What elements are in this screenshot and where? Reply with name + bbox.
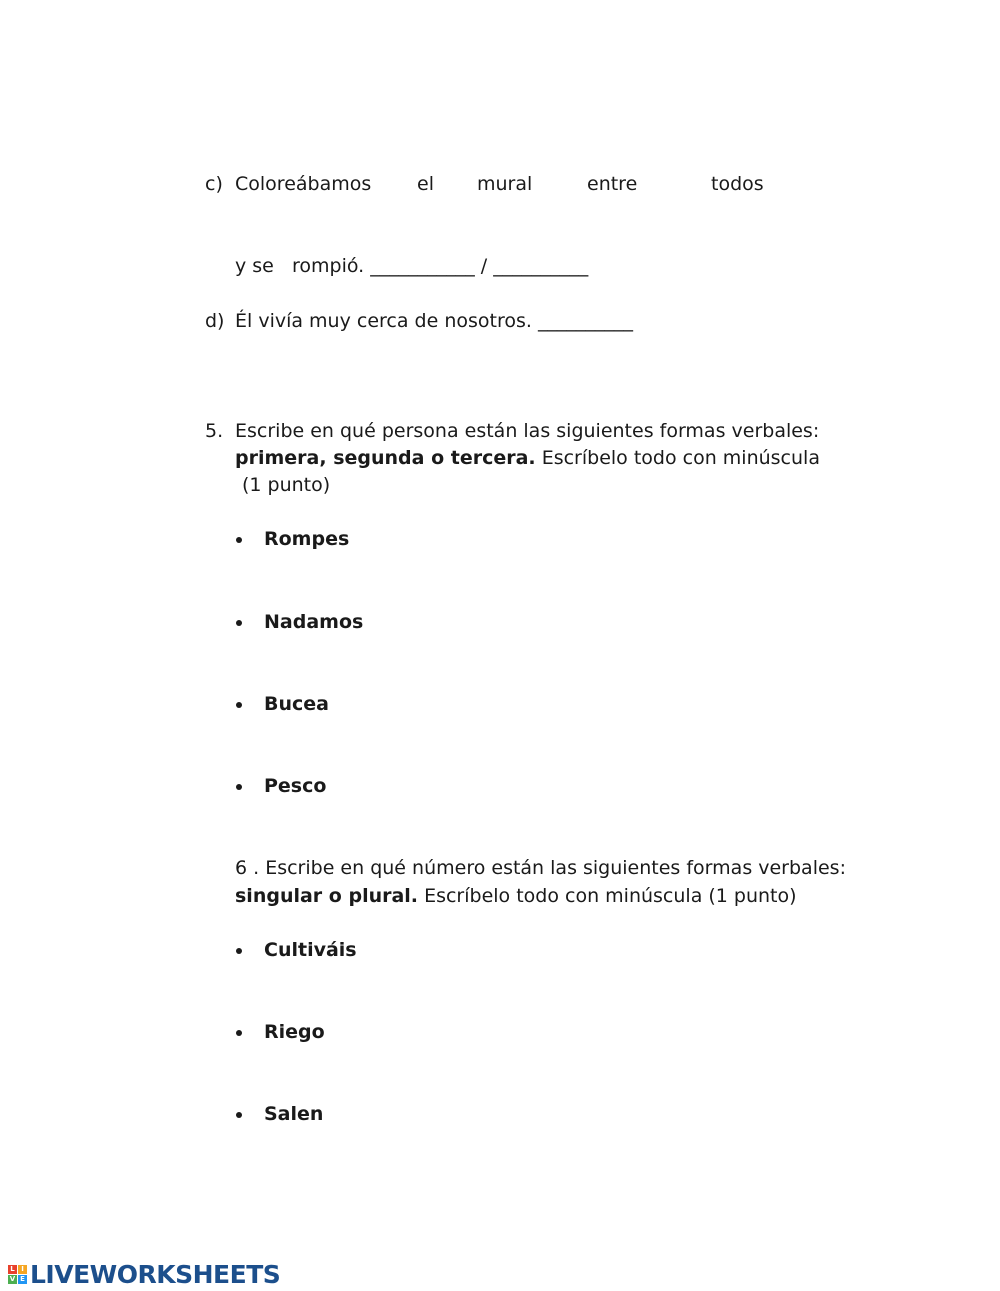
item-c-marker: c) (205, 173, 223, 195)
verb-item: Nadamos (264, 611, 364, 633)
bullet-icon (236, 1030, 242, 1036)
question-5-points: (1 punto) (242, 474, 331, 496)
bullet-icon (236, 537, 242, 543)
question-5-instruction: Escribe en qué persona están las siguientes formas verbales: (235, 420, 820, 442)
logo-mark-icon (8, 1265, 27, 1284)
item-c-word-5: todos (711, 173, 764, 195)
item-c-word-4: entre (587, 173, 638, 195)
question-5-options: primera, segunda o tercera. (235, 447, 536, 469)
verb-item: Riego (264, 1021, 325, 1043)
verb-item: Cultiváis (264, 939, 357, 961)
logo-letter: V (9, 1274, 16, 1283)
question-5-note: Escríbelo todo con minúscula (535, 447, 820, 469)
question-6-options: singular o plural. (235, 885, 419, 907)
item-c-word-3: mural (477, 173, 533, 195)
item-d-text: Él vivía muy cerca de nosotros. __________ (235, 310, 633, 332)
liveworksheets-logo (8, 1258, 280, 1290)
bullet-icon (236, 948, 242, 954)
bullet-icon (236, 620, 242, 626)
verb-item: Salen (264, 1103, 324, 1125)
item-c-word-2: el (417, 173, 434, 195)
bullet-icon (236, 784, 242, 790)
item-d-marker: d) (205, 310, 225, 332)
logo-text: LIVEWORKSHEETS (30, 1259, 281, 1289)
logo-letter: L (8, 1265, 17, 1274)
verb-item: Rompes (264, 528, 350, 550)
question-6-options-line (235, 885, 797, 907)
verb-item: Bucea (264, 693, 329, 715)
question-6-note: Escríbelo todo con minúscula (1 punto) (418, 885, 797, 907)
item-c-word-1: Coloreábamos (235, 173, 372, 195)
logo-letter: E (18, 1275, 27, 1284)
question-5-options-line (235, 447, 820, 469)
verb-item: Pesco (264, 775, 327, 797)
bullet-icon (236, 1112, 242, 1118)
question-6-instruction: 6 . Escribe en qué número están las siguientes formas verbales: (235, 857, 846, 879)
item-c-answer-line: y se rompió. ___________ / __________ (235, 255, 589, 277)
bullet-icon (236, 702, 242, 708)
logo-letter: I (18, 1265, 27, 1274)
question-5-marker: 5. (205, 420, 224, 442)
